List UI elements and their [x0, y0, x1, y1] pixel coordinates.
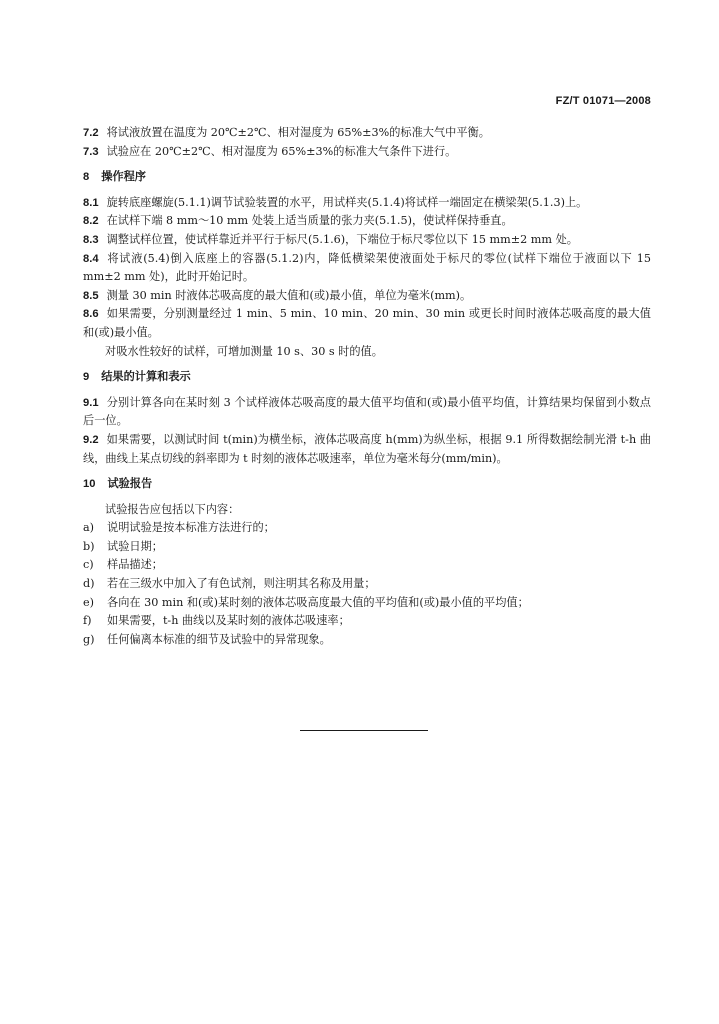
- list-item-label: f): [83, 614, 92, 628]
- report-intro: 试验报告应包括以下内容：: [105, 502, 240, 516]
- clause-text: 试验应在 20℃±2℃、相对湿度为 65%±3%的标准大气条件下进行。: [106, 144, 457, 158]
- clause-9-2: [83, 431, 651, 468]
- section-title: 试验报告: [107, 477, 153, 491]
- list-item-label: e): [83, 595, 94, 609]
- clause-8-1: [83, 194, 651, 213]
- list-item-text: 试验日期；: [107, 539, 163, 553]
- clause-number: 9.2: [83, 433, 99, 446]
- list-item: [83, 631, 651, 650]
- document-body: [83, 124, 651, 649]
- clause-text: 测量 30 min 时液体芯吸高度的最大值和(或)最小值，单位为毫米(mm)。: [106, 288, 472, 302]
- section-heading-9: [83, 368, 651, 387]
- clause-number: 8.2: [83, 215, 99, 228]
- list-item-label: a): [83, 521, 95, 535]
- report-item-list: [83, 519, 651, 649]
- list-item: [83, 538, 651, 557]
- clause-8-5: [83, 287, 651, 306]
- clause-text: 在试样下端 8 mm～10 mm 处装上适当质量的张力夹(5.1.5)，使试样保持垂直。: [106, 214, 513, 228]
- list-item: [83, 519, 651, 538]
- list-item-label: c): [83, 558, 94, 572]
- clause-9-1: [83, 394, 651, 431]
- list-item-text: 如果需要，t-h 曲线以及某时刻的液体芯吸速率；: [107, 614, 350, 628]
- list-item-text: 样品描述；: [107, 558, 163, 572]
- list-item: [83, 612, 651, 631]
- clause-number: 8.1: [83, 196, 99, 209]
- clause-text: 旋转底座螺旋(5.1.1)调节试验装置的水平，用试样夹(5.1.4)将试样一端固定在横梁架(5.1.3)上。: [106, 195, 588, 209]
- end-of-document-rule: [300, 730, 428, 731]
- section-heading-8: [83, 168, 651, 187]
- section-heading-10: [83, 475, 651, 494]
- clause-number: 7.3: [83, 145, 99, 158]
- list-item-label: d): [83, 577, 95, 591]
- clause-text: 如果需要，分别测量经过 1 min、5 min、10 min、20 min、30 min 或更长时间时液体芯吸高度的最大值和(或)最小值。: [83, 307, 651, 339]
- list-item-label: g): [83, 632, 95, 646]
- clause-text: 调整试样位置，使试样靠近并平行于标尺(5.1.6)，下端位于标尺零位以下 15 mm±2 mm 处。: [106, 232, 578, 246]
- clause-8-6: [83, 305, 651, 342]
- list-item: [83, 575, 651, 594]
- section-title: 操作程序: [101, 170, 146, 184]
- section-number: 8: [83, 171, 90, 184]
- list-item-text: 任何偏离本标准的细节及试验中的异常现象。: [107, 632, 331, 646]
- clause-7-3: [83, 143, 651, 162]
- clause-text: 将试液放置在温度为 20℃±2℃、相对湿度为 65%±3%的标准大气中平衡。: [106, 126, 490, 139]
- clause-text: 分别计算各向在某时刻 3 个试样液体芯吸高度的最大值平均值和(或)最小值平均值，计算结果均保留到小数点后一位。: [83, 395, 651, 428]
- clause-8-3: [83, 231, 651, 250]
- clause-number: 9.1: [83, 396, 99, 409]
- clause-7-2: [83, 124, 651, 143]
- section-number: 9: [83, 371, 90, 384]
- list-item-text: 各向在 30 min 和(或)某时刻的液体芯吸高度最大值的平均值和(或)最小值的平均值；: [107, 595, 529, 609]
- clause-8-4: [83, 250, 651, 287]
- clause-8-6-note: 对吸水性较好的试样，可增加测量 10 s、30 s 时的值。: [105, 344, 383, 358]
- clause-8-2: [83, 212, 651, 231]
- list-item-text: 若在三级水中加入了有色试剂，则注明其名称及用量；: [107, 577, 376, 591]
- clause-text: 如果需要，以测试时间 t(min)为横坐标，液体芯吸高度 h(mm)为纵坐标，根据 9.1 所得数据绘制光滑 t-h 曲线，曲线上某点切线的斜率即为 t 时刻的液体芯吸速率，单位为毫米每分(mm/min)。: [83, 432, 651, 465]
- list-item: [83, 594, 651, 613]
- standard-code: FZ/T 01071—2008: [555, 95, 651, 107]
- clause-number: 8.5: [83, 289, 99, 302]
- list-item-text: 说明试验是按本标准方法进行的；: [107, 521, 275, 535]
- clause-number: 8.4: [83, 252, 99, 265]
- section-title: 结果的计算和表示: [101, 370, 191, 384]
- list-item: [83, 556, 651, 575]
- clause-number: 8.3: [83, 233, 99, 246]
- list-item-label: b): [83, 539, 95, 553]
- section-number: 10: [83, 478, 96, 491]
- clause-number: 7.2: [83, 127, 99, 139]
- clause-text: 将试液(5.4)倒入底座上的容器(5.1.2)内，降低横梁架使液面处于标尺的零位(试样下端位于液面以下 15 mm±2 mm 处)，此时开始记时。: [83, 251, 651, 284]
- clause-number: 8.6: [83, 308, 99, 321]
